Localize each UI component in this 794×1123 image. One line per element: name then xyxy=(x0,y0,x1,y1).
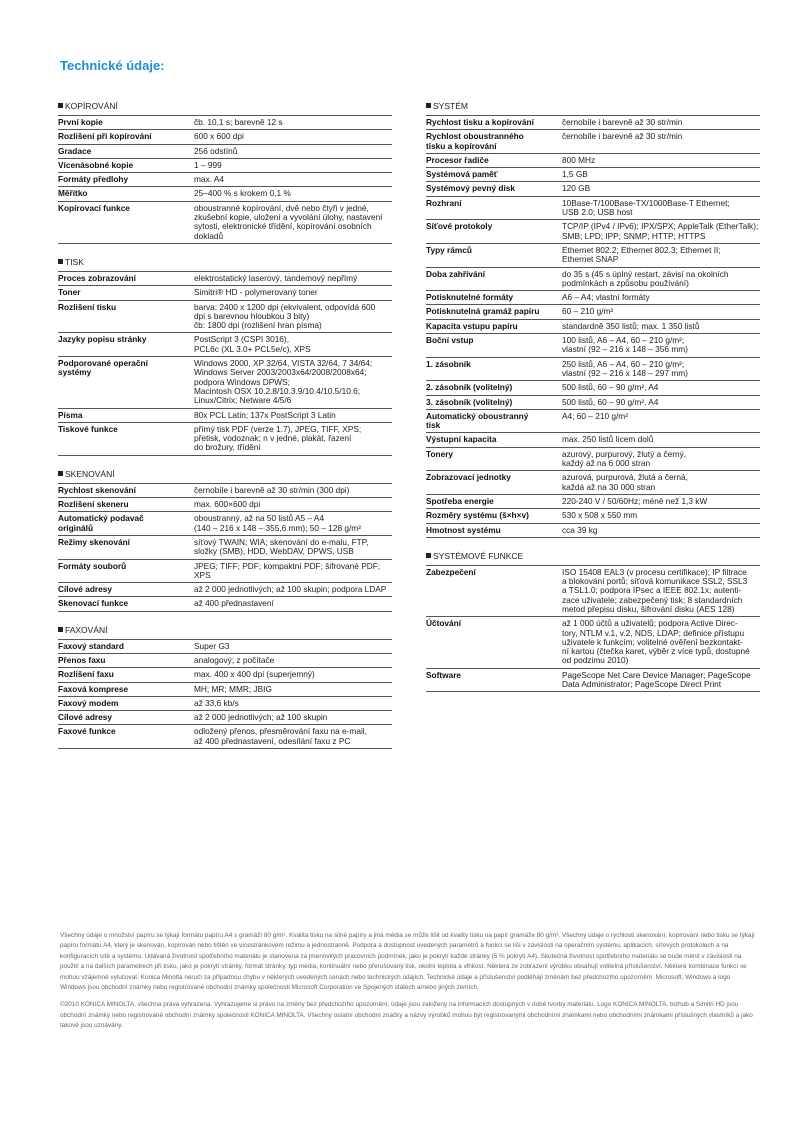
spec-row xyxy=(58,497,392,511)
spec-value: až 2 000 jednotlivých; až 100 skupin xyxy=(194,712,328,723)
spec-row xyxy=(58,285,392,299)
spec-section xyxy=(58,468,392,612)
spec-key: Formáty souborů xyxy=(58,560,127,571)
spec-row xyxy=(58,300,392,333)
spec-row xyxy=(58,271,392,285)
right-column xyxy=(426,100,760,704)
footer-copyright: ©2010 KONICA MINOLTA, všechna práva vyhrazena. Vyhrazujeme si právo na změny bez předchozího upozornění, údaje jsou založeny na informacích dostupných v době tvorby materiálu. Logo KONICA MINOLTA, bizhub a Simitri HD jsou obchodní známky nebo registrované obchodní známky společnosti KONICA MINOLTA. Všechny ostatní obchodní značky a názvy výrobků mohou být registrovanými obchodními známkami nebo obchodními známkami příslušných vlastníků a jako takové jsou uznávány. xyxy=(60,1001,753,1030)
spec-row xyxy=(426,115,760,129)
spec-row xyxy=(58,653,392,667)
square-bullet-icon xyxy=(58,471,63,476)
spec-key: Systémová paměť xyxy=(426,169,498,180)
spec-row xyxy=(426,470,760,494)
spec-key: Potisknutelná gramáž papíru xyxy=(426,306,540,317)
spec-section xyxy=(58,256,392,456)
spec-value: síťový TWAIN; WIA; skenování do e-malu, FTP, složky (SMB), HDD, WebDAV, DPWS, USB xyxy=(194,536,369,557)
left-column xyxy=(58,100,392,761)
square-bullet-icon xyxy=(426,553,431,558)
spec-value: max. A4 xyxy=(194,174,224,185)
spec-value: TCP/IP (IPv4 / IPv6); IPX/SPX; AppleTalk (EtherTalk); SMB; LPD; IPP; SNMP; HTTP; HTTPS xyxy=(562,221,759,241)
section-heading xyxy=(426,550,760,562)
section-heading-label: SYSTÉMOVÉ FUNKCE xyxy=(433,550,524,561)
section-heading xyxy=(58,256,392,268)
spec-row xyxy=(426,616,760,667)
spec-row xyxy=(58,535,392,559)
spec-key: První kopie xyxy=(58,117,103,127)
spec-key: Hmotnost systému xyxy=(426,524,501,535)
spec-key: Toner xyxy=(58,287,81,298)
spec-key: Kopírovací funkce xyxy=(58,202,130,213)
spec-value: 500 listů, 60 – 90 g/m², A4 xyxy=(562,396,659,407)
spec-value: MH; MR; MMR; JBIG xyxy=(194,683,272,694)
spec-row xyxy=(426,432,760,446)
spec-value: 120 GB xyxy=(562,183,591,194)
spec-key: 1. zásobník xyxy=(426,358,471,369)
spec-key: Procesor řadiče xyxy=(426,154,489,165)
spec-value: 1,5 GB xyxy=(562,169,588,180)
spec-row xyxy=(58,559,392,583)
spec-value: až 400 přednastavení xyxy=(194,598,274,609)
section-heading-label: KOPÍROVÁNÍ xyxy=(65,101,118,111)
spec-value: do 35 s (45 s úplný restart, závisí na okolních podmínkách a způsobu používání) xyxy=(562,268,729,288)
spec-value: 256 odstínů xyxy=(194,145,238,156)
spec-value: Simitri® HD - polymerovaný toner xyxy=(194,287,318,298)
square-bullet-icon xyxy=(58,627,63,632)
section-heading-label: SYSTÉM xyxy=(433,101,468,111)
spec-value: oboustranné kopírování, dvě nebo čtyři v jedné, zkušební kopie, uložení a vyvolání úlohy, nastavení sytosti, elektronické třídění, kopírování osobních dokladů xyxy=(194,202,383,241)
spec-value: 600 x 600 dpi xyxy=(194,131,244,142)
spec-table xyxy=(58,271,392,456)
spec-row xyxy=(58,582,392,596)
spec-value: Ethernet 802.2; Ethernet 802.3; Ethernet II; Ethernet SNAP xyxy=(562,244,721,265)
section-heading xyxy=(58,624,392,636)
spec-row xyxy=(426,409,760,433)
spec-key: 2. zásobník (volitelný) xyxy=(426,382,513,393)
spec-value: až 2 000 jednotlivých; až 100 skupin; podpora LDAP xyxy=(194,584,387,595)
spec-row xyxy=(426,447,760,471)
section-heading xyxy=(58,100,392,112)
spec-value: 10Base-T/100Base-TX/1000Base-T Ethernet; USB 2.0; USB host xyxy=(562,197,730,218)
spec-key: Cílové adresy xyxy=(58,712,112,723)
spec-value: azurová, purpurová, žlutá a černá, každá až na 30 000 stran xyxy=(562,472,688,492)
spec-value: až 33,6 kb/s xyxy=(194,697,239,708)
spec-key: Rozlišení skeneru xyxy=(58,499,129,510)
spec-key: Faxový modem xyxy=(58,697,119,708)
spec-row xyxy=(58,186,392,200)
spec-key: Faxová komprese xyxy=(58,683,129,694)
spec-key: Kapacita vstupu papíru xyxy=(426,320,518,331)
spec-row xyxy=(426,494,760,508)
spec-value: 80x PCL Latin; 137x PostScript 3 Latin xyxy=(194,409,336,420)
spec-row xyxy=(58,596,392,611)
spec-row xyxy=(58,483,392,497)
spec-row xyxy=(426,304,760,318)
spec-value: 250 listů, A6 – A4, 60 – 210 g/m²; vlastní (92 – 216 x 148 – 297 mm) xyxy=(562,358,688,378)
spec-key: Rozlišení faxu xyxy=(58,669,114,680)
spec-section xyxy=(426,550,760,693)
spec-key: Automatický podavač originálů xyxy=(58,513,144,533)
spec-key: Cílové adresy xyxy=(58,584,112,595)
spec-key: Rozlišení tisku xyxy=(58,301,117,312)
spec-value: max. 400 x 400 dpi (superjemný) xyxy=(194,669,315,680)
spec-value: max. 600×600 dpi xyxy=(194,499,261,510)
spec-row xyxy=(426,380,760,394)
spec-table xyxy=(426,565,760,693)
spec-key: Faxové funkce xyxy=(58,726,116,737)
spec-key: Výstupní kapacita xyxy=(426,434,497,445)
spec-key: Skenovací funkce xyxy=(58,598,129,609)
spec-key: Tonery xyxy=(426,448,454,459)
spec-row xyxy=(58,144,392,158)
spec-row xyxy=(58,696,392,710)
spec-key: Tiskové funkce xyxy=(58,423,118,434)
spec-key: Jazyky popisu stránky xyxy=(58,334,147,345)
spec-row xyxy=(58,639,392,653)
spec-key: Měřítko xyxy=(58,188,88,199)
spec-value: až 1 000 účtů a uživatelů; podpora Active Direc- tory, NTLM v.1, v.2, NDS, LDAP; definice přístupu uživatele k funkcím; volitelné ověření bezkontakt- ní kartou (čtečka karet, výběr z více typů, dostupné od podzimu 2010) xyxy=(562,618,750,666)
spec-section xyxy=(58,100,392,244)
footer-disclaimer xyxy=(60,931,756,1039)
spec-value: 25–400 % s krokem 0,1 % xyxy=(194,188,291,199)
section-heading xyxy=(58,468,392,480)
spec-row xyxy=(426,290,760,304)
spec-row xyxy=(426,219,760,243)
spec-value: azurový, purpurový, žlutý a černý, každý až na 6 000 stran xyxy=(562,448,687,469)
spec-key: Zobrazovací jednotky xyxy=(426,472,511,483)
spec-value: Super G3 xyxy=(194,640,230,651)
spec-value: PostScript 3 (CSPI 3016), PCL6c (XL 3.0+ PCL5e/c), XPS xyxy=(194,334,311,354)
spec-row xyxy=(58,129,392,143)
spec-value: 530 x 508 x 550 mm xyxy=(562,510,638,521)
section-heading-label: SKENOVÁNÍ xyxy=(65,468,115,479)
spec-value: 220-240 V / 50/60Hz; méně než 1,3 kW xyxy=(562,495,708,506)
spec-value: oboustranný, až na 50 listů A5 – A4 (140 – 216 x 148 – 355,6 mm); 50 – 128 g/m² xyxy=(194,513,361,533)
spec-row xyxy=(426,196,760,220)
spec-key: Typy rámců xyxy=(426,244,472,255)
spec-row xyxy=(58,710,392,724)
spec-value: Windows 2000, XP 32/64, VISTA 32/64, 7 34/64; Windows Server 2003/2003x64/2008/2008x64; podpora Windows DPWS; Macintosh OSX 10.2.8/10.3.9/10.4/10.5/10.6; Linux/Citrix; Netware 4/5/6 xyxy=(194,358,373,406)
spec-row xyxy=(58,682,392,696)
spec-row xyxy=(426,167,760,181)
spec-row xyxy=(426,668,760,693)
spec-key: Režimy skenování xyxy=(58,536,130,547)
spec-row xyxy=(58,158,392,172)
spec-value: ISO 15408 EAL3 (v procesu certifikace); IP filtrace a blokování portů; síťová komunikace SSL2, SSL3 a TSL1.0; podpora IPsec a IEEE 802.1x; autenti- zace uživatele; zabezpečený tisk; 8 standardních metod přepisu disku, šifrování disku (AES 128) xyxy=(562,566,748,614)
spec-table xyxy=(426,115,760,538)
spec-key: Podporované operační systémy xyxy=(58,358,148,378)
spec-key: Spotřeba energie xyxy=(426,495,494,506)
spec-key: Systémový pevný disk xyxy=(426,183,516,194)
square-bullet-icon xyxy=(426,103,431,108)
spec-row xyxy=(426,523,760,538)
spec-value: JPEG; TIFF; PDF; kompaktní PDF; šifrované PDF; XPS xyxy=(194,560,381,580)
spec-key: Formáty předlohy xyxy=(58,174,129,185)
spec-row xyxy=(426,129,760,153)
spec-row xyxy=(58,422,392,456)
spec-section xyxy=(426,100,760,538)
spec-value: max. 250 listů lícem dolů xyxy=(562,434,654,445)
footer-paragraph: Všechny údaje o množství papíru se týkají formátu papíru A4 s gramáží 80 g/m². Kvalita tisku na silné papíry a jiná média se může lišit od kvality tisku na papír gramáže 80 g/m². Všechny údaje o rychlosti skenování, kopírování nebo tisku se týkají papíru formátu A4, který je skenován, kopírován nebo tištěn ve vícestránkovém režimu a jednostranně. Podpora a dostupnost uvedených parametrů a funkcí se liší v závislosti na operačním systému, aplikacích, síťových protokolech a na konfiguracích sítě a systému. Udávaná životnost spotřebního materiálu je stanovena za jmenovitých pracovních podmínek, jako je pokrytí každé stránky (5 % pokrytí A4). Skutečná životnost spotřebního materiálu se bude měnit v závislosti na použití a na dalších parametrech při tisku, jako je pokrytí stránky, formát stránky, typ média, kontinuální nebo přerušovaný tisk, okolní teplota a vlhkost. Některá ze zobrazení výrobku obsahují volitelná příslušenství. Některé kombinace funkcí se mohou vzájemně vylučovat. Konica Minolta neručí za případnou chybu v některých uvedených cenách nebo technických údajích. Technické údaje a příslušenství podléhají změnám bez předchozího upozornění. Microsoft, Windows a logo Windows jsou obchodní známky nebo registrované obchodní známky společnosti Microsoft Corporation ve Spojených státech a/nebo jiných zemích. xyxy=(60,932,755,992)
section-heading xyxy=(426,100,760,112)
spec-row xyxy=(426,243,760,267)
spec-row xyxy=(58,667,392,681)
spec-key: Rozhraní xyxy=(426,197,462,208)
spec-section xyxy=(58,624,392,749)
spec-value: 800 MHz xyxy=(562,154,596,165)
spec-key: Písma xyxy=(58,409,83,420)
spec-value: barva: 2400 x 1200 dpi (ekvivalent, odpovídá 600 dpi s barevnou hloubkou 3 bity) čb: 1800 dpi (rozlišení hran písma) xyxy=(194,301,376,331)
spec-key: Rychlost oboustranného tisku a kopírování xyxy=(426,131,524,151)
square-bullet-icon xyxy=(58,259,63,264)
spec-row xyxy=(426,357,760,381)
spec-key: Faxový standard xyxy=(58,640,124,651)
spec-key: Automatický oboustranný tisk xyxy=(426,410,529,431)
spec-row xyxy=(426,395,760,409)
spec-key: Účtování xyxy=(426,618,462,629)
spec-row xyxy=(58,201,392,244)
spec-value: PageScope Net Care Device Manager; PageScope Data Administrator; PageScope Direct Print xyxy=(562,669,751,690)
spec-key: Rychlost skenování xyxy=(58,484,136,495)
spec-row xyxy=(58,724,392,749)
spec-value: odložený přenos, přesměrování faxu na e-mail, až 400 přednastavení, odesílání faxu z PC xyxy=(194,726,367,746)
spec-row xyxy=(58,172,392,186)
spec-key: Rozlišení při kopírování xyxy=(58,131,152,142)
spec-row xyxy=(58,356,392,407)
spec-key: Boční vstup xyxy=(426,335,474,346)
spec-row xyxy=(58,332,392,356)
spec-value: analogový; z počítače xyxy=(194,654,275,665)
spec-key: Doba zahřívání xyxy=(426,268,486,279)
section-heading-label: TISK xyxy=(65,256,84,267)
spec-row xyxy=(58,511,392,535)
spec-row xyxy=(426,153,760,167)
spec-value: přímý tisk PDF (verze 1.7), JPEG, TIFF, XPS; přetisk, vodoznak; n v jedné, plakát, řazení do brožury, třídění xyxy=(194,423,362,453)
spec-key: Software xyxy=(426,669,462,680)
spec-row xyxy=(426,181,760,195)
spec-key: Rychlost tisku a kopírování xyxy=(426,117,534,127)
spec-value: 500 listů, 60 – 90 g/m², A4 xyxy=(562,382,659,393)
spec-value: standardně 350 listů; max. 1 350 listů xyxy=(562,320,700,331)
spec-table xyxy=(58,115,392,244)
spec-key: 3. zásobník (volitelný) xyxy=(426,396,513,407)
spec-row xyxy=(426,319,760,333)
spec-key: Gradace xyxy=(58,145,92,156)
spec-key: Přenos faxu xyxy=(58,654,106,665)
spec-value: 1 – 999 xyxy=(194,159,222,170)
spec-table xyxy=(58,639,392,749)
spec-row xyxy=(426,333,760,357)
spec-row xyxy=(426,267,760,291)
page-title: Technické údaje: xyxy=(60,58,165,73)
spec-value: 60 – 210 g/m² xyxy=(562,306,614,317)
spec-value: A6 – A4; vlastní formáty xyxy=(562,292,650,303)
spec-value: černobíle i barevně až 30 str/min xyxy=(562,117,683,127)
spec-value: elektrostatický laserový, tandemový nepřímý xyxy=(194,272,358,283)
spec-row xyxy=(58,408,392,422)
spec-value: černobíle i barevně až 30 str/min (300 dpi) xyxy=(194,484,350,495)
spec-row xyxy=(58,115,392,129)
square-bullet-icon xyxy=(58,103,63,108)
spec-value: čb. 10,1 s; barevně 12 s xyxy=(194,117,283,127)
spec-key: Vícenásobné kopie xyxy=(58,159,134,170)
spec-key: Potisknutelné formáty xyxy=(426,292,514,303)
spec-value: A4; 60 – 210 g/m² xyxy=(562,410,628,421)
section-heading-label: FAXOVÁNÍ xyxy=(65,624,108,635)
spec-key: Rozměry systému (š×h×v) xyxy=(426,510,529,521)
spec-key: Proces zobrazování xyxy=(58,272,136,283)
spec-value: černobíle i barevně až 30 str/min xyxy=(562,131,683,142)
spec-table xyxy=(58,483,392,612)
spec-value: cca 39 kg xyxy=(562,524,598,535)
spec-value: 100 listů, A6 – A4, 60 – 210 g/m²; vlastní (92 – 216 x 148 – 356 mm) xyxy=(562,335,688,355)
spec-row xyxy=(426,508,760,522)
spec-row xyxy=(426,565,760,616)
spec-key: Zabezpečení xyxy=(426,566,476,577)
spec-key: Síťové protokoly xyxy=(426,221,493,232)
